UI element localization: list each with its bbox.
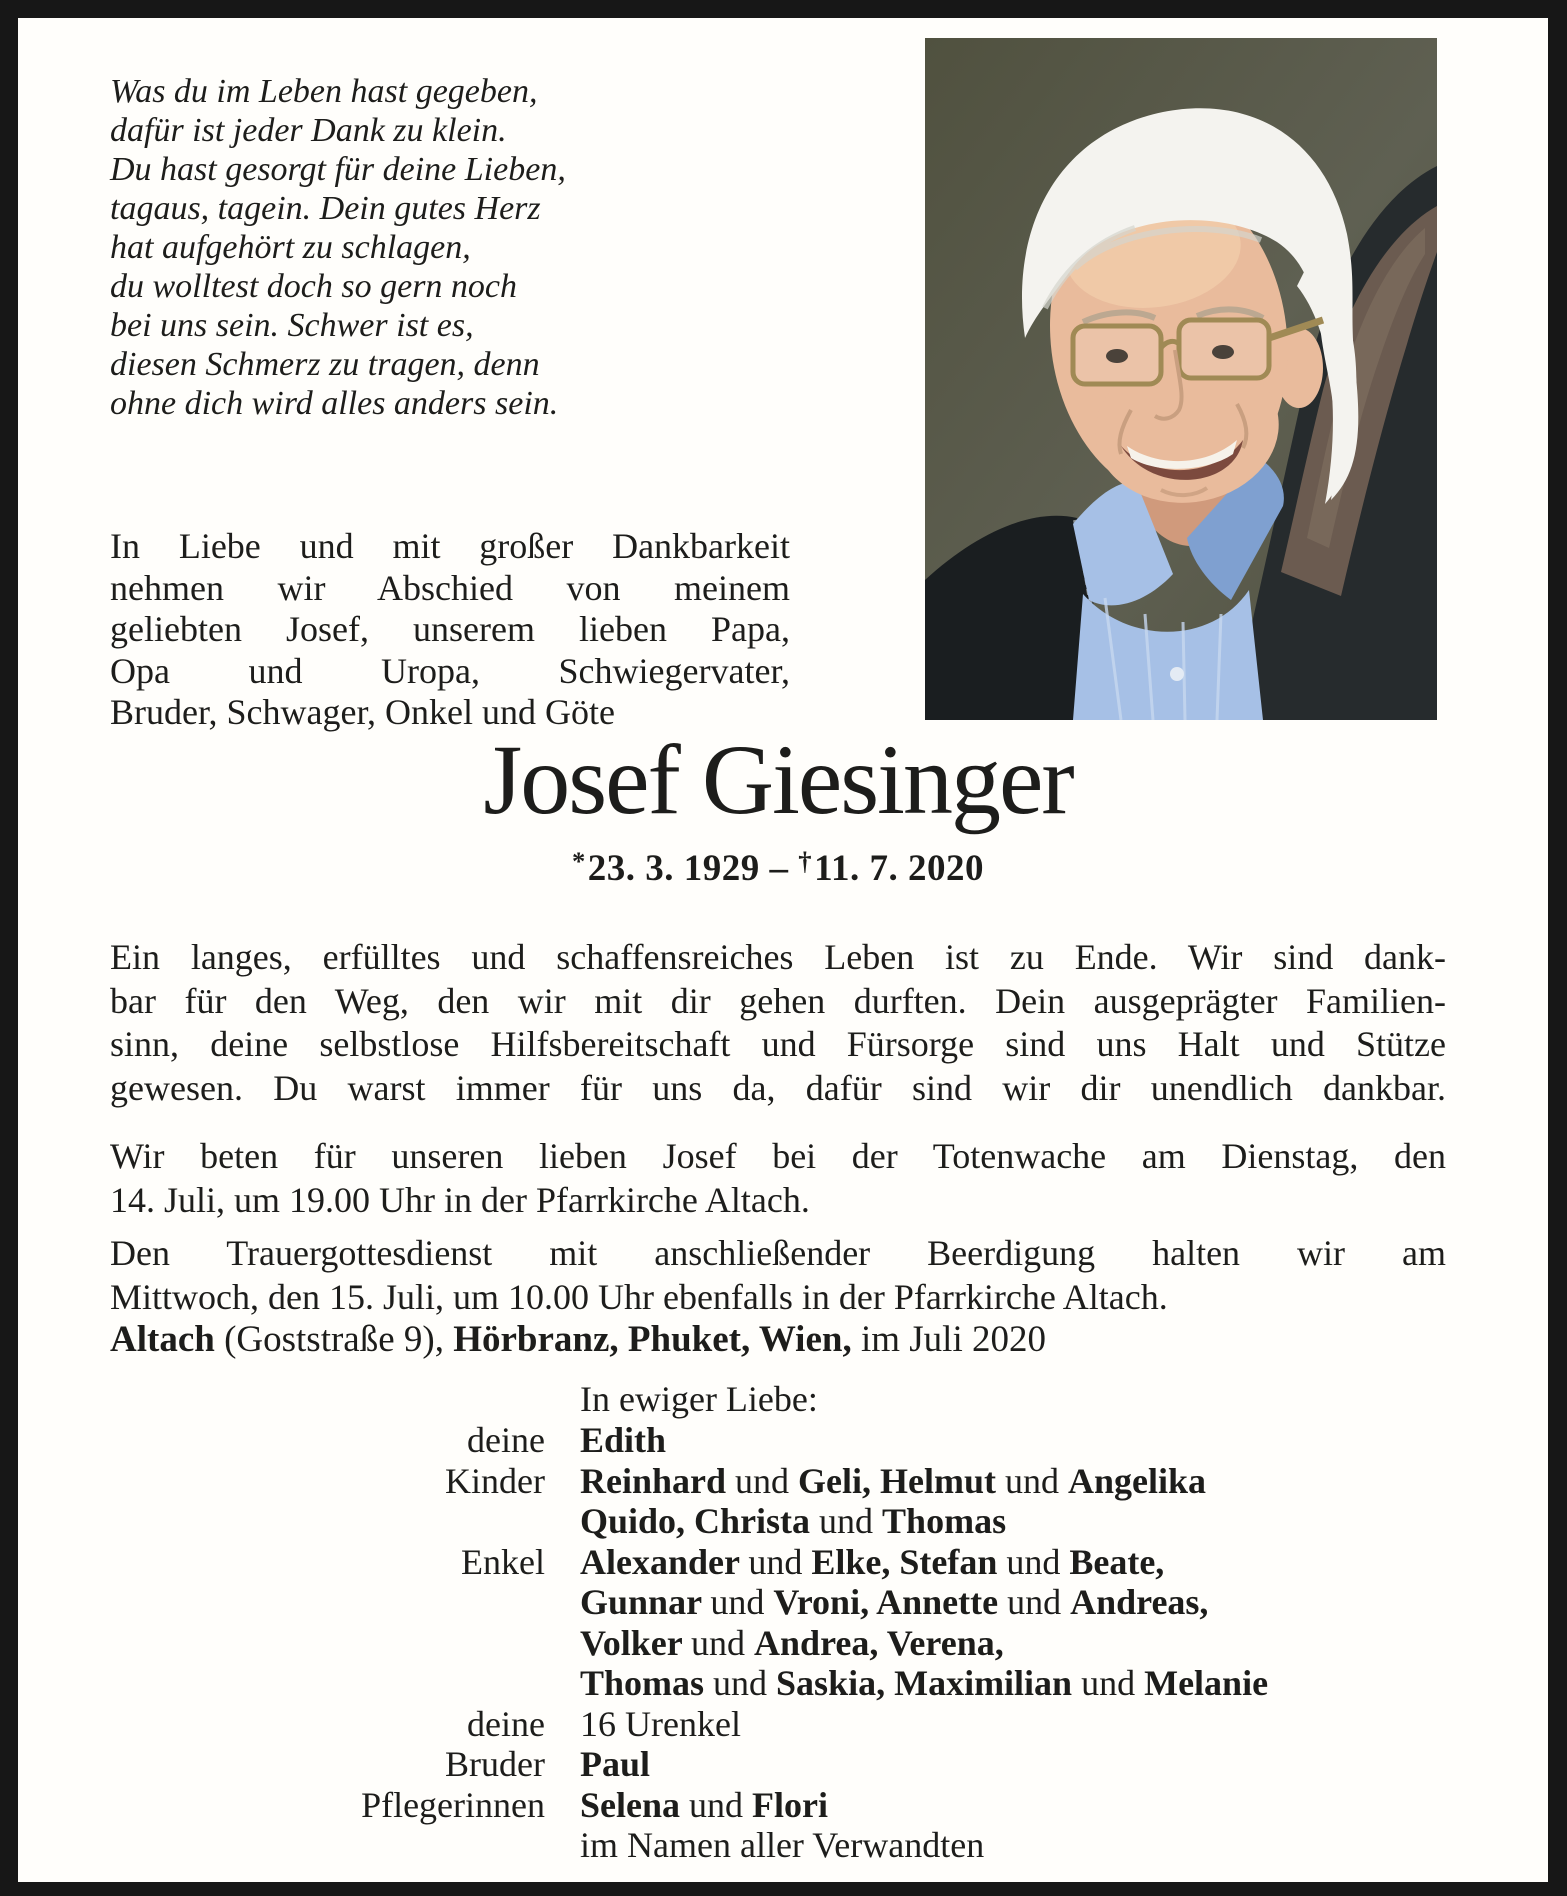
- wake-line: Wir beten für unseren lieben Josef bei der Totenwache am Dienstag, den: [110, 1136, 1446, 1176]
- funeral-line: Mittwoch, den 15. Juli, um 10.00 Uhr ebenfalls in der Pfarrkirche Altach.: [110, 1276, 1168, 1317]
- poem-line: dafür ist jeder Dank zu klein.: [110, 112, 507, 149]
- shirt-button: [1170, 667, 1184, 681]
- family-names: [580, 1785, 1446, 1826]
- portrait-illustration: [925, 38, 1437, 720]
- family-names: [580, 1542, 1446, 1704]
- family-row: [110, 1825, 1446, 1866]
- family-names-line: [580, 1744, 1446, 1785]
- funeral-line: Den Trauergottesdienst mit anschließender Beerdigung halten wir am: [110, 1233, 1446, 1273]
- intro-line: Opa und Uropa, Schwiegervater,: [110, 650, 790, 691]
- family-member-name: Paul: [580, 1744, 651, 1784]
- bold-segment: Hörbranz, Phuket, Wien,: [453, 1319, 852, 1360]
- poem-line: Du hast gesorgt für deine Lieben,: [110, 151, 566, 188]
- intro-line: Bruder, Schwager, Onkel und Göte: [110, 692, 615, 732]
- birth-star-icon: *: [571, 846, 586, 876]
- family-member-name: Quido, Christa: [580, 1501, 820, 1541]
- deceased-name: Josef Giesinger: [483, 724, 1073, 835]
- family-member-name: Flori: [752, 1784, 828, 1825]
- poem-line: tagaus, tagein. Dein gutes Herz: [110, 190, 541, 227]
- text-segment: (Goststraße 9),: [214, 1319, 454, 1360]
- family-relation-label: Enkel: [461, 1541, 545, 1582]
- family-names: [580, 1825, 1446, 1866]
- family-row: [110, 1785, 1446, 1826]
- funeral-announcement: [110, 1232, 1446, 1319]
- family-row: [110, 1744, 1446, 1785]
- text-segment: und: [735, 1460, 799, 1501]
- poem-line: diesen Schmerz zu tragen, denn: [110, 346, 540, 383]
- text-segment: und: [691, 1622, 755, 1663]
- birth-date: 23. 3. 1929: [587, 848, 760, 890]
- text-segment: und: [748, 1541, 812, 1582]
- family-list: [110, 1420, 1446, 1866]
- family-member-name: Gunnar: [580, 1582, 711, 1622]
- wake-announcement: [110, 1135, 1446, 1222]
- family-names: [580, 1461, 1446, 1542]
- family-member-name: Selena: [580, 1784, 690, 1825]
- bold-segment: Altach: [110, 1319, 215, 1360]
- intro-line: In Liebe und mit großer Dankbarkeit: [110, 526, 790, 566]
- family-names-line: [580, 1623, 1446, 1664]
- family-names-line: [580, 1825, 1446, 1866]
- family-names-line: [580, 1501, 1446, 1542]
- poem-line: ohne dich wird alles anders sein.: [110, 385, 559, 422]
- poem-line: bei uns sein. Schwer ist es,: [110, 307, 474, 344]
- family-relation-label: Bruder: [445, 1744, 545, 1784]
- family-row: [110, 1420, 1446, 1461]
- family-names-line: [580, 1704, 1446, 1745]
- text-segment: und: [689, 1784, 753, 1825]
- closing-heading: In ewiger Liebe:: [580, 1379, 818, 1419]
- tribute-paragraph: [110, 936, 1446, 1110]
- family-member-name: Volker: [580, 1622, 692, 1663]
- family-names-line: [580, 1420, 1446, 1461]
- family-member-name: Vroni, Annette: [773, 1582, 1008, 1622]
- family-names: [580, 1420, 1446, 1461]
- tribute-line: sinn, deine selbstlose Hilfsbereitschaft und Fürsorge sind uns Halt und Stütze: [110, 1024, 1446, 1064]
- family-names-line: [580, 1663, 1446, 1704]
- text-segment: und: [1006, 1541, 1070, 1582]
- life-dates: [110, 846, 1446, 890]
- family-relation-label: [110, 1825, 545, 1866]
- poem-line: Was du im Leben hast gegeben,: [110, 73, 538, 110]
- text-segment: und: [1081, 1663, 1145, 1703]
- family-member-name: Edith: [580, 1420, 667, 1460]
- family-names-line: [580, 1582, 1446, 1623]
- text-segment: und: [819, 1501, 883, 1541]
- portrait-photo: [925, 38, 1437, 720]
- family-member-name: Alexander: [580, 1541, 749, 1582]
- dates-separator: –: [769, 848, 789, 890]
- memorial-poem: [110, 72, 770, 423]
- title-block: [110, 724, 1446, 890]
- text-segment: und: [1005, 1460, 1068, 1501]
- family-member-name: Andreas,: [1070, 1582, 1209, 1622]
- family-relation-label: Kinder: [445, 1460, 545, 1501]
- family-member-name: Geli, Helmut: [798, 1460, 1005, 1501]
- family-member-name: Angelika: [1068, 1460, 1207, 1501]
- death-dagger-icon: †: [798, 846, 813, 876]
- family-names: [580, 1704, 1446, 1745]
- wake-line: 14. Juli, um 19.00 Uhr in der Pfarrkirche Altach.: [110, 1179, 810, 1220]
- family-member-name: Andrea, Verena,: [754, 1622, 1004, 1663]
- family-names-line: [580, 1785, 1446, 1826]
- death-date: 11. 7. 2020: [814, 848, 985, 890]
- family-member-name: Beate,: [1069, 1541, 1165, 1582]
- family-member-name: Thomas: [580, 1663, 714, 1703]
- family-names: [580, 1744, 1446, 1785]
- tribute-line: Ein langes, erfülltes und schaffensreiches Leben ist zu Ende. Wir sind dank-: [110, 937, 1446, 977]
- family-relation-label: deine: [467, 1420, 545, 1460]
- location-line: [110, 1318, 1446, 1361]
- text-segment: und: [1007, 1582, 1071, 1622]
- intro-line: nehmen wir Abschied von meinem: [110, 567, 790, 608]
- family-relation-label: deine: [467, 1703, 545, 1744]
- family-member-name: Elke, Stefan: [811, 1541, 1007, 1582]
- family-member-name: Saskia, Maximilian: [776, 1663, 1082, 1703]
- family-member-name: Thomas: [882, 1501, 1007, 1541]
- tribute-line: bar für den Weg, den wir mit dir gehen durften. Dein ausgeprägter Familien-: [110, 980, 1446, 1021]
- poem-line: hat aufgehört zu schlagen,: [110, 229, 471, 266]
- text-segment: und: [713, 1663, 777, 1703]
- family-row: [110, 1704, 1446, 1745]
- text-segment: im Namen aller Verwandten: [580, 1825, 985, 1865]
- intro-line: geliebten Josef, unserem lieben Papa,: [110, 609, 790, 649]
- farewell-paragraph: [110, 526, 790, 734]
- tribute-line: gewesen. Du warst immer für uns da, dafür sind wir dir unendlich dankbar.: [110, 1067, 1446, 1108]
- family-member-name: Reinhard: [580, 1460, 736, 1501]
- family-member-name: Melanie: [1144, 1663, 1269, 1703]
- text-segment: und: [710, 1582, 774, 1622]
- text-segment: im Juli 2020: [851, 1319, 1046, 1360]
- family-row: [110, 1461, 1446, 1542]
- family-relation-label: Pflegerinnen: [361, 1784, 545, 1825]
- family-names-line: [580, 1461, 1446, 1502]
- poem-line: du wolltest doch so gern noch: [110, 268, 518, 305]
- text-segment: 16 Urenkel: [580, 1703, 741, 1744]
- family-names-line: [580, 1542, 1446, 1583]
- family-row: [110, 1542, 1446, 1704]
